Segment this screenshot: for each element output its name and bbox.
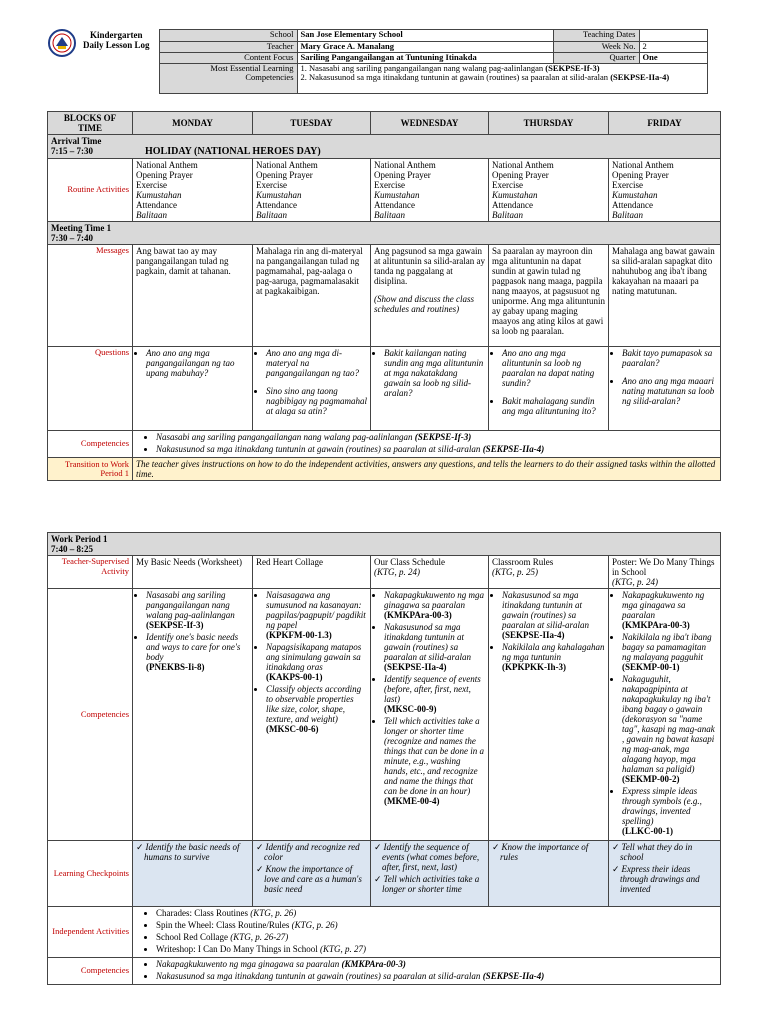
competency-item: • Identify sequence of events (before, after, first, next, last) (MKSC-00-9): [384, 674, 485, 714]
routine-item: Balitaan: [256, 210, 287, 220]
melc-2: 2. Nakasusunod sa mga itinakdang tuntunin at gawain (routines) sa paaralan at silid-aralan (SEKPSE-IIa-4): [300, 72, 670, 82]
col-friday: FRIDAY: [609, 112, 721, 135]
dates-label: Teaching Dates: [553, 30, 639, 42]
competency-item: • Napagsisikapang matapos ang sinimulang gawain sa itinakdang oras (KAKPS-00-1): [266, 642, 367, 682]
school-value: San Jose Elementary School: [297, 30, 553, 42]
melc-label: Most Essential Learning Competencies: [159, 64, 297, 94]
checkpoint-item: ✓ Identify and recognize red color: [264, 842, 367, 862]
teacher-value: Mary Grace A. Manalang: [297, 42, 553, 53]
questions-monday: [133, 347, 253, 431]
title-line1: Kindergarten: [90, 29, 143, 40]
routine-item: Opening Prayer: [256, 170, 313, 180]
independent-item: • Charades: Class Routines (KTG, p. 26): [156, 908, 717, 918]
routine-label: Routine Activities: [48, 159, 133, 222]
message-tuesday: Mahalaga rin ang di-materyal na pangangailangan tulad ng pagmamahal, pag-aalaga o pag-aaruga, pagmamalasakit at pagkakaibigan.: [253, 245, 371, 347]
school-label: School: [159, 30, 297, 42]
routine-item: Opening Prayer: [492, 170, 549, 180]
questions-tuesday: [253, 347, 371, 431]
competencies-tuesday: [253, 589, 371, 841]
col-blocks: BLOCKS OF TIME: [48, 112, 133, 135]
message-thursday: Sa paaralan ay mayroon din mga alituntunin na dapat sundin at gawin tulad ng pagpasok nang maaga, pagpila nang maayos, at pagsusuot ng uniporme. Ang mga alituntunin ay gabay upang maging maayos ang ating kilos at gawi sa loob ng paaralan.: [489, 245, 609, 347]
independent-row: [48, 907, 721, 958]
message-wednesday: Ang pagsunod sa mga gawain at alituntunin sa silid-aralan ay tanda ng paggalang at disiplina. (Show and discuss the class schedules and routines): [371, 245, 489, 347]
activity-wednesday: Our Class Schedule (KTG, p. 24): [371, 556, 489, 589]
schedule-table-2: [47, 532, 721, 985]
routine-item: Kumustahan: [612, 190, 658, 200]
competency-item: • Nakikilala ang kahalagahan ng mga tuntunin (KPKPKK-Ih-3): [502, 642, 605, 672]
message-monday: Ang bawat tao ay may pangangailangan tulad ng pagkain, damit at tahanan.: [133, 245, 253, 347]
arrival-time: 7:15 – 7:30 HOLIDAY (NATIONAL HEROES DAY): [51, 146, 321, 157]
schedule-table-1: [47, 111, 721, 481]
questions-thursday: [489, 347, 609, 431]
routine-item: Opening Prayer: [136, 170, 193, 180]
work-time: 7:40 – 8:25: [51, 544, 93, 554]
routine-item: Kumustahan: [492, 190, 538, 200]
question-item: • Bakit mahalagang sundin ang mga alituntuning ito?: [502, 396, 605, 416]
checkpoint-friday: [609, 841, 721, 907]
checkpoints-row: [48, 841, 721, 907]
competency-item: • Nakikilala ng iba't ibang bagay sa pamamagitan ng malayang pagguhit (SEKMP-00-1): [622, 632, 717, 672]
routine-monday: [133, 159, 253, 222]
competency-item: • Express simple ideas through symbols (e.g., drawings, invented spelling) (LLKC-00-1): [622, 786, 717, 836]
wednesday-note: (Show and discuss the class schedules and routines): [374, 294, 474, 314]
competency-item: • Nakasusunod sa mga itinakdang tuntunin at gawain (routines) sa paaralan at silid-aralan (SEKPSE-IIa-4): [502, 590, 605, 640]
tsa-label: Teacher-Supervised Activity: [48, 556, 133, 589]
routine-item: Balitaan: [612, 210, 643, 220]
routine-item: Kumustahan: [136, 190, 182, 200]
teacher-label: Teacher: [159, 42, 297, 53]
holiday-note: HOLIDAY (NATIONAL HEROES DAY): [145, 146, 321, 157]
checkpoint-item: ✓ Identify the sequence of events (what comes before, after, first, next, last): [382, 842, 485, 872]
work-period-row: [48, 533, 721, 556]
week-label: Week No.: [553, 42, 639, 53]
competency-item: • Nakapagkukuwento ng mga ginagawa sa paaralan (KMKPAra-00-3): [622, 590, 717, 630]
routine-thursday: [489, 159, 609, 222]
checkpoint-wednesday: [371, 841, 489, 907]
quarter-value: One: [639, 53, 707, 64]
checkpoint-item: ✓ Tell what they do in school: [620, 842, 717, 862]
competency-item: • Tell which activities take a longer or shorter time (recognize and names the things that can be done in a minute, e.g., washing hands, etc., and recognize and name the things that can be done in an hour) (MKME-00-4): [384, 716, 485, 806]
comp2-list: [133, 958, 721, 985]
week-value: 2: [639, 42, 707, 53]
competency-item: • Nasasabi ang sariling pangangailangan nang walang pag-aalinlangan (SEKPSE-If-3): [146, 590, 249, 630]
header-table: [47, 29, 708, 94]
activity-row: [48, 556, 721, 589]
checkpoint-item: ✓ Identify the basic needs of humans to survive: [144, 842, 249, 862]
routine-item: Balitaan: [374, 210, 405, 220]
competency-item: • Nakaguguhit, nakapagpipinta at nakapagkukulay ng iba't ibang bagay o gawain (dekorasyon sa "name tag", kasapi ng mag-anak , gawain ng bawat kasapi ng mag-anak, mga alagang hayop, mga halaman sa paligid) (SEKMP-00-2): [622, 674, 717, 784]
competencies-thursday: [489, 589, 609, 841]
competencies-row: [48, 431, 721, 458]
col-monday: MONDAY: [133, 112, 253, 135]
title-line2: Daily Lesson Log: [82, 39, 150, 50]
comp2-row: [48, 958, 721, 985]
col-wednesday: WEDNESDAY: [371, 112, 489, 135]
routine-item: Attendance: [256, 200, 297, 210]
transition-text: The teacher gives instructions on how to do the independent activities, answers any questions, and tells the learners to do their assigned tasks within the allotted time.: [133, 458, 721, 481]
routine-item: Attendance: [136, 200, 177, 210]
messages-row: [48, 245, 721, 347]
focus-value: Sariling Pangangailangan at Tuntuning Itinakda: [297, 53, 553, 64]
competency-item: • Classify objects according to observable properties like size, color, shape, texture, and weight) (MKSC-00-6): [266, 684, 367, 734]
melc-1: 1. Nasasabi ang sariling pangangailangan nang walang pag-aalinlangan (SEKPSE-If-3): [300, 63, 600, 73]
routine-wednesday: [371, 159, 489, 222]
question-item: • Ano ano ang mga alituntunin sa loob ng paaralan na dapat nating sundin?: [502, 348, 605, 388]
routine-item: Attendance: [374, 200, 415, 210]
routine-item: Opening Prayer: [374, 170, 431, 180]
independent-list: [133, 907, 721, 958]
routine-item: Attendance: [612, 200, 653, 210]
competency-item: • Naisasagawa ang sumusunod na kasanayan: pagpilas/pagpupit/ pagdikit ng papel (KPKFM-00-1.3): [266, 590, 367, 640]
routine-item: Exercise: [374, 180, 405, 190]
meeting-time: 7:30 – 7:40: [51, 233, 93, 243]
independent-item: • School Red Collage (KTG, p. 26-27): [156, 932, 717, 942]
routine-item: Balitaan: [492, 210, 523, 220]
competencies-list: [133, 431, 721, 458]
competencies-monday: [133, 589, 253, 841]
log-title: [47, 30, 159, 94]
checkpoint-thursday: [489, 841, 609, 907]
routine-item: Balitaan: [136, 210, 167, 220]
melc-value: [297, 64, 707, 94]
competency-item: • Identify one's basic needs and ways to care for one's body (PNEKBS-Ii-8): [146, 632, 249, 672]
questions-friday: [609, 347, 721, 431]
checkpoint-item: ✓ Tell which activities take a longer or shorter time: [382, 874, 485, 894]
routine-item: Exercise: [256, 180, 287, 190]
activity-thursday: Classroom Rules (KTG, p. 25): [489, 556, 609, 589]
question-item: • Bakit tayo pumapasok sa paaralan?: [622, 348, 717, 368]
routine-item: National Anthem: [256, 160, 318, 170]
col-tuesday: TUESDAY: [253, 112, 371, 135]
checkpoint-item: ✓ Know the importance of love and care as a human's basic need: [264, 864, 367, 894]
routine-item: Exercise: [492, 180, 523, 190]
competency-2: • Nakasusunod sa mga itinakdang tuntunin at gawain (routines) sa paaralan at silid-aralan (SEKPSE-IIa-4): [156, 444, 717, 454]
work-competencies-row: [48, 589, 721, 841]
work-competencies-label: Competencies: [48, 589, 133, 841]
message-friday: Mahalaga ang bawat gawain sa silid-aralan sapagkat dito nahuhubog ang iba't ibang kakayahan na maaari pa nating matutunan.: [609, 245, 721, 347]
competency-item: • Nakasusunod sa mga itinakdang tuntunin at gawain (routines) sa paaralan at silid-aralan (SEKPSE-IIa-4): [384, 622, 485, 672]
competency-1: • Nasasabi ang sariling pangangailangan nang walang pag-aalinlangan (SEKPSE-If-3): [156, 432, 717, 442]
routine-tuesday: [253, 159, 371, 222]
competencies-wednesday: [371, 589, 489, 841]
routine-friday: [609, 159, 721, 222]
routine-item: Opening Prayer: [612, 170, 669, 180]
comp2-item: • Nakapagkukuwento ng mga ginagawa sa paaralan (KMKPAra-00-3): [156, 959, 717, 969]
routine-item: National Anthem: [492, 160, 554, 170]
competencies-friday: [609, 589, 721, 841]
questions-row: [48, 347, 721, 431]
routine-item: Kumustahan: [256, 190, 302, 200]
checkpoints-label: Learning Checkpoints: [48, 841, 133, 907]
work-label: Work Period 1: [51, 534, 108, 544]
arrival-row: [48, 135, 721, 159]
independent-label: Independent Activities: [48, 907, 133, 958]
checkpoint-item: ✓ Know the importance of rules: [500, 842, 605, 862]
competencies-label: Competencies: [48, 431, 133, 458]
questions-label: Questions: [48, 347, 133, 431]
comp2-item: • Nakasusunod sa mga itinakdang tuntunin at gawain (routines) sa paaralan at silid-aralan (SEKPSE-IIa-4): [156, 971, 717, 981]
meeting-label: Meeting Time 1: [51, 223, 112, 233]
competency-item: • Nakapagkukuwento ng mga ginagawa sa paaralan (KMKPAra-00-3): [384, 590, 485, 620]
transition-row: [48, 458, 721, 481]
routine-item: Exercise: [136, 180, 167, 190]
routine-item: Exercise: [612, 180, 643, 190]
dates-value: [639, 30, 707, 42]
focus-label: Content Focus: [159, 53, 297, 64]
independent-item: • Writeshop: I Can Do Many Things in School (KTG, p. 27): [156, 944, 717, 954]
checkpoint-item: ✓ Express their ideas through drawings and invented: [620, 864, 717, 894]
activity-friday: Poster: We Do Many Things in School (KTG, p. 24): [609, 556, 721, 589]
activity-monday: My Basic Needs (Worksheet): [133, 556, 253, 589]
activity-tuesday: Red Heart Collage: [253, 556, 371, 589]
checkpoint-tuesday: [253, 841, 371, 907]
transition-label: Transition to Work Period 1: [48, 458, 133, 481]
question-item: • Sino sino ang taong nagbibigay ng pagmamahal at alaga sa atin?: [266, 386, 367, 416]
question-item: • Ano ano ang mga maaari nating matutunan sa loob ng silid-aralan?: [622, 376, 717, 406]
question-item: • Ano ano ang mga pangangailangan ng tao upang mabuhay?: [146, 348, 249, 378]
comp2-label: Competencies: [48, 958, 133, 985]
routine-item: National Anthem: [374, 160, 436, 170]
meeting-row: [48, 222, 721, 245]
routine-item: Attendance: [492, 200, 533, 210]
routine-item: National Anthem: [612, 160, 674, 170]
question-item: • Bakit kailangan nating sundin ang mga alituntunin at mga nakatakdang gawain sa loob ng silid-aralan?: [384, 348, 485, 398]
arrival-label: Arrival Time: [51, 136, 102, 146]
messages-label: Messages: [48, 245, 133, 347]
checkpoint-monday: [133, 841, 253, 907]
routine-row: [48, 159, 721, 222]
question-item: • Ano ano ang mga di-materyal na pangangailangan ng tao?: [266, 348, 367, 378]
col-thursday: THURSDAY: [489, 112, 609, 135]
quarter-label: Quarter: [553, 53, 639, 64]
routine-item: National Anthem: [136, 160, 198, 170]
routine-item: Kumustahan: [374, 190, 420, 200]
questions-wednesday: [371, 347, 489, 431]
independent-item: • Spin the Wheel: Class Routine/Rules (KTG, p. 26): [156, 920, 717, 930]
